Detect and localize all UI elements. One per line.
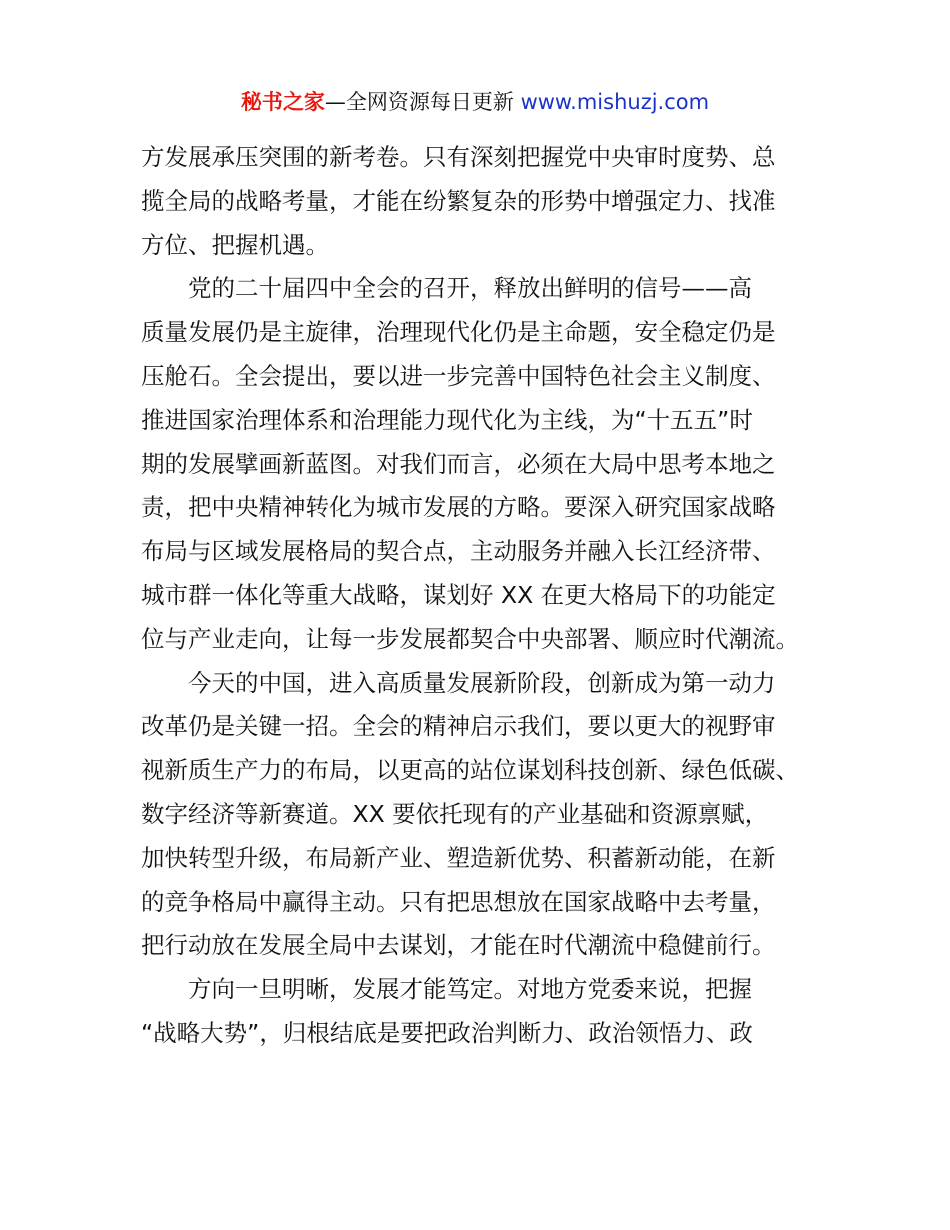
document-body (141, 136, 841, 1056)
text-line: 压舱石。全会提出，要以进一步完善中国特色社会主义制度、 (141, 361, 776, 390)
paragraph-1 (141, 136, 841, 267)
paragraph-3 (141, 662, 841, 969)
text-line: 方发展承压突围的新考卷。只有深刻把握党中央审时度势、总 (141, 143, 776, 171)
site-url-link[interactable]: www.mishuzj.com (520, 90, 710, 114)
text-line: 视新质生产力的布局，以更高的站位谋划科技创新、绿色低碳、 (141, 756, 799, 785)
text-line: 今天的中国，进入高质量发展新阶段，创新成为第一动力 (188, 668, 776, 697)
text-line: 布局与区域发展格局的契合点，主动服务并融入长江经济带、 (141, 537, 776, 566)
text-line: 位与产业走向，让每一步发展都契合中央部署、顺应时代潮流。 (141, 624, 799, 653)
text-line: 质量发展仍是主旋律，治理现代化仍是主命题，安全稳定仍是 (141, 318, 776, 347)
page-header (0, 86, 950, 118)
paragraph-2 (141, 267, 841, 661)
text-line: 数字经济等新赛道。XX 要依托现有的产业基础和资源禀赋， (141, 799, 769, 828)
text-line: 改革仍是关键一招。全会的精神启示我们，要以更大的视野审 (141, 712, 776, 741)
text-line: 责，把中央精神转化为城市发展的方略。要深入研究国家战略 (141, 493, 776, 522)
text-line: 加快转型升级，布局新产业、塑造新优势、积蓄新动能，在新 (141, 843, 776, 872)
text-line: “战略大势”，归根结底是要把政治判断力、政治领悟力、政 (141, 1018, 753, 1047)
text-line: 推进国家治理体系和治理能力现代化为主线，为“十五五”时 (141, 405, 753, 434)
text-line: 揽全局的战略考量，才能在纷繁复杂的形势中增强定力、找准 (141, 186, 776, 215)
text-line: 城市群一体化等重大战略，谋划好 XX 在更大格局下的功能定 (141, 580, 776, 609)
text-line: 方位、把握机遇。 (141, 230, 329, 259)
text-line: 党的二十届四中全会的召开，释放出鲜明的信号——高 (188, 274, 752, 303)
text-line: 方向一旦明晰，发展才能笃定。对地方党委来说，把握 (188, 975, 752, 1004)
text-line: 的竞争格局中赢得主动。只有把思想放在国家战略中去考量， (141, 887, 776, 916)
text-line: 期的发展擘画新蓝图。对我们而言，必须在大局中思考本地之 (141, 449, 776, 478)
text-line: 把行动放在发展全局中去谋划，才能在时代潮流中稳健前行。 (141, 931, 776, 960)
site-brand: 秘书之家 (240, 90, 325, 114)
paragraph-4 (141, 968, 841, 1056)
site-tagline: —全网资源每日更新 (324, 90, 521, 114)
